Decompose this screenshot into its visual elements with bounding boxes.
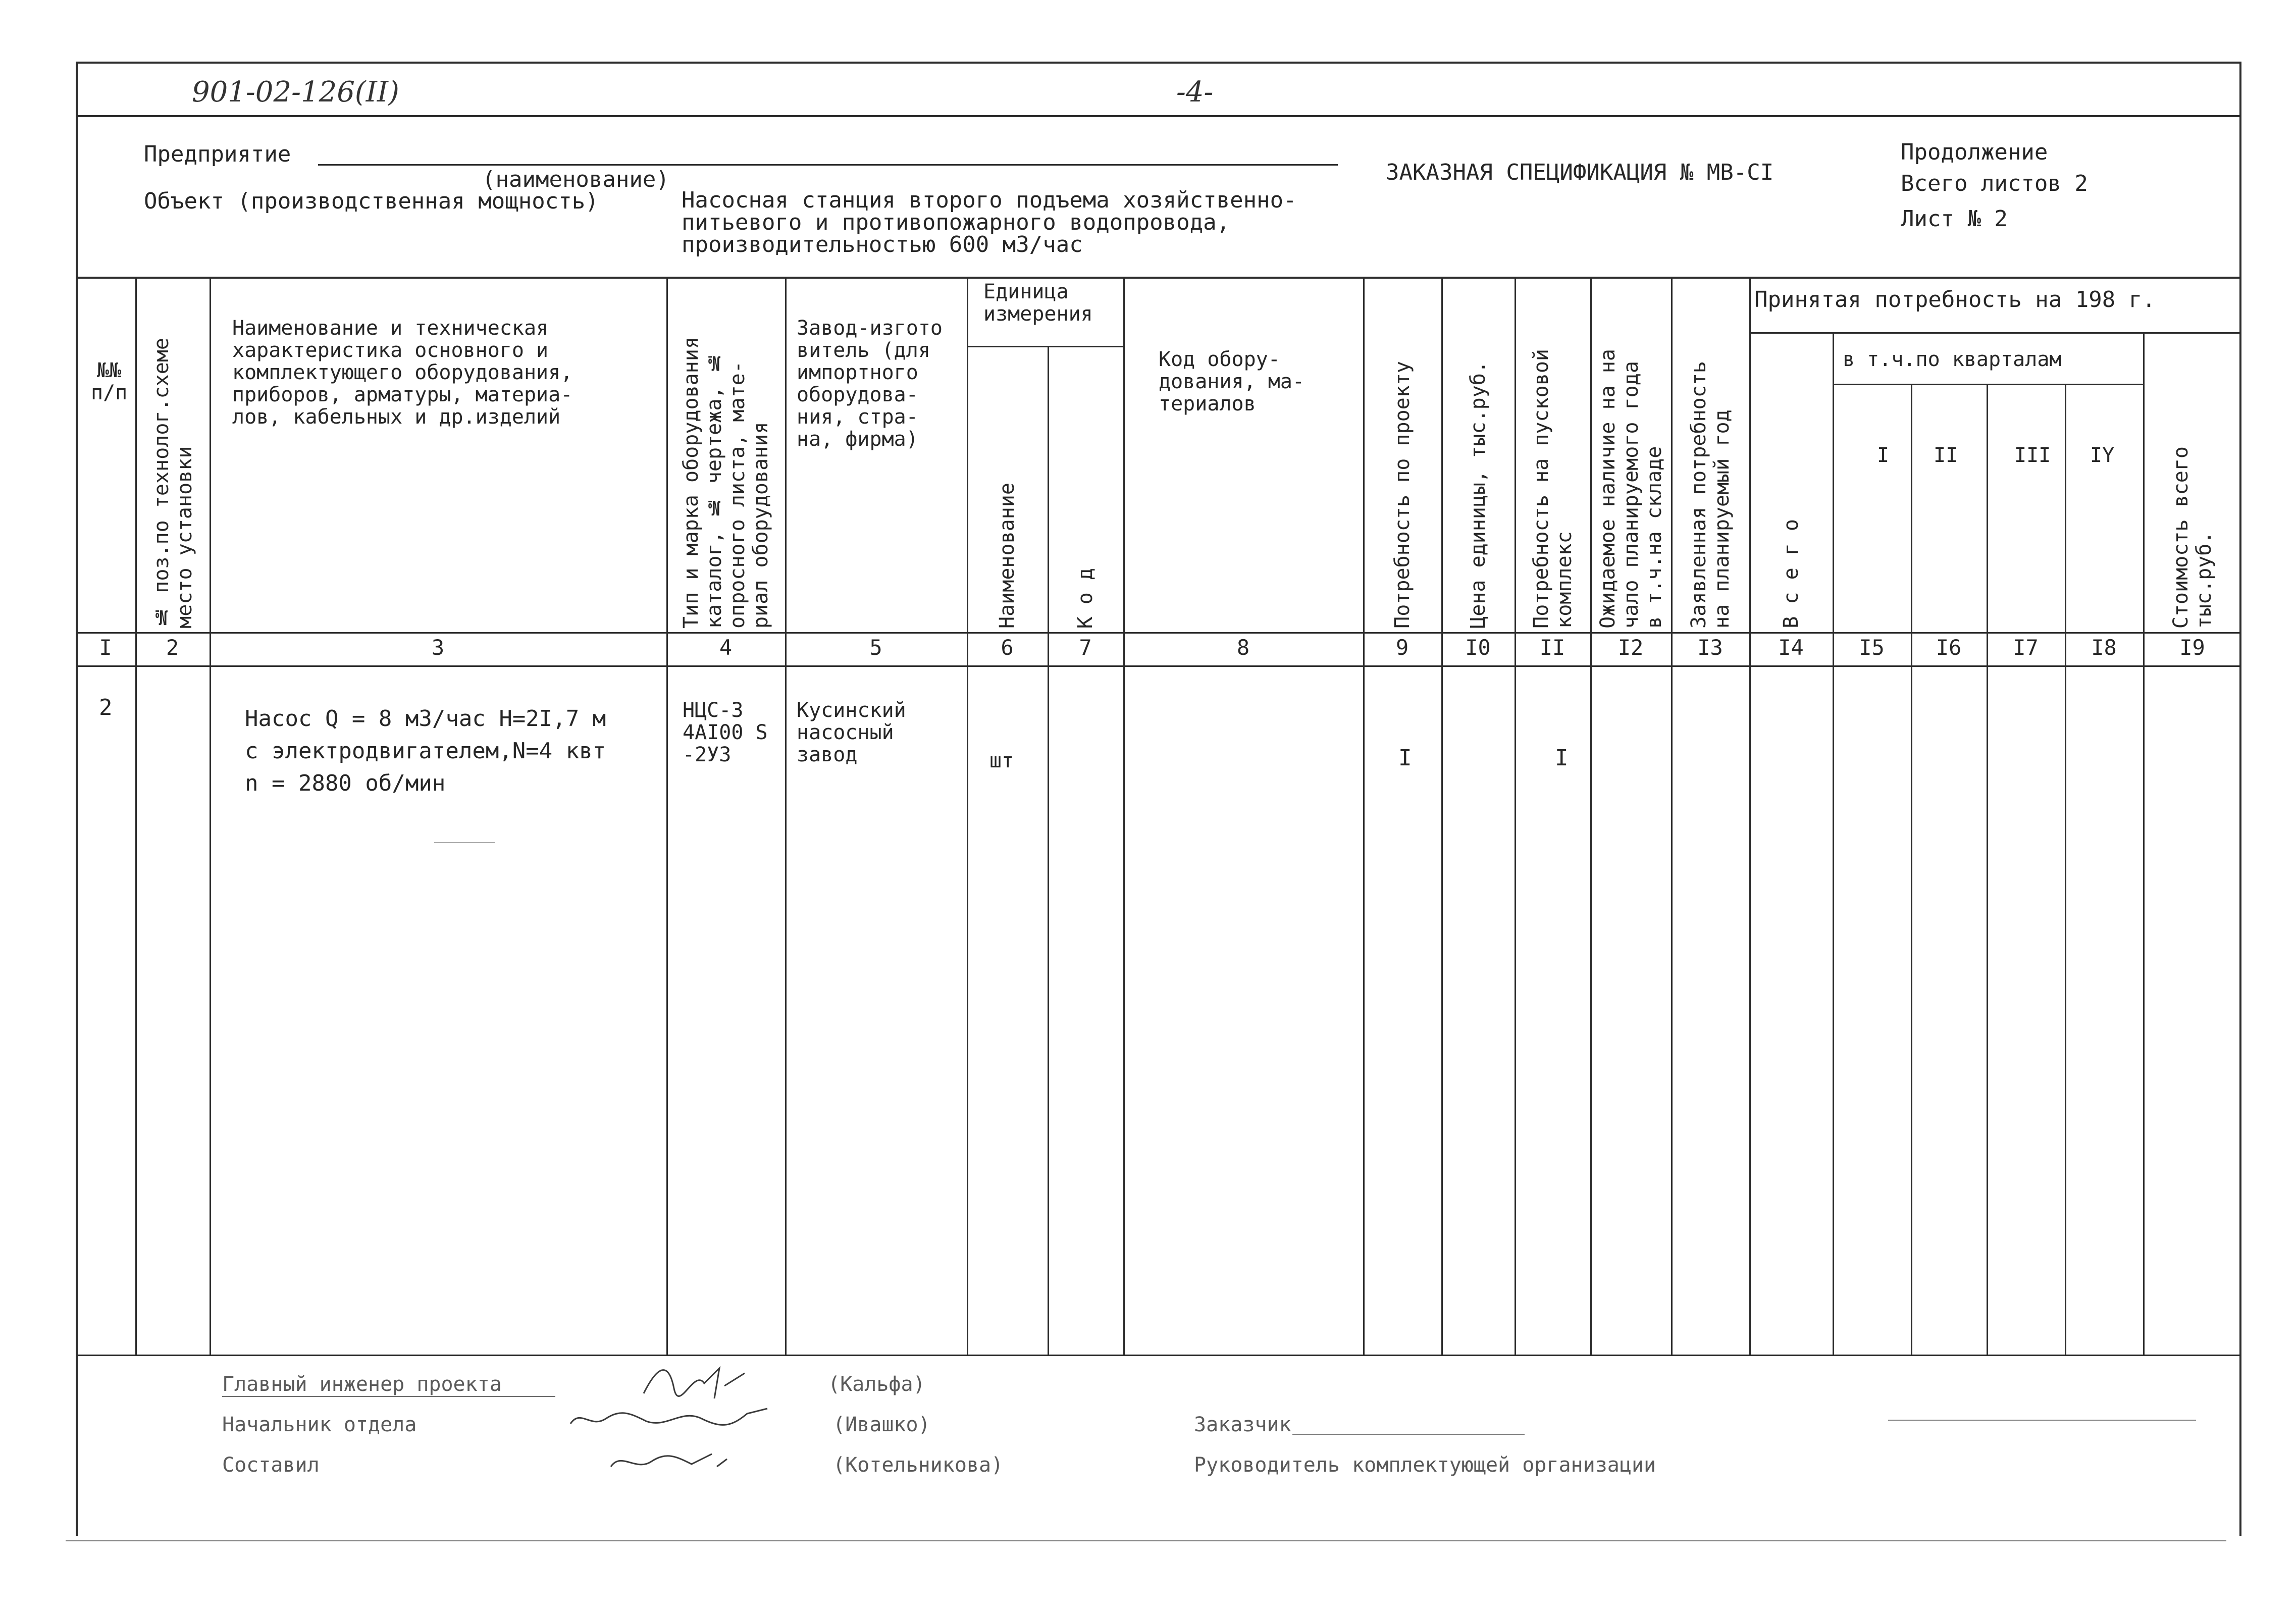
col-line-6 bbox=[1048, 346, 1049, 1355]
row-type: НЦС-3 4АI00 S -2У3 bbox=[683, 699, 768, 766]
row-start: I bbox=[1555, 745, 1569, 771]
continuation-label: Продолжение bbox=[1901, 139, 2048, 165]
quarters-group-line bbox=[1833, 384, 2143, 385]
unit-group-line bbox=[967, 346, 1123, 347]
row-unit: шт bbox=[989, 749, 1014, 772]
header-col-1: №№ п/п bbox=[91, 359, 128, 404]
chief-engineer-underline bbox=[222, 1396, 555, 1397]
row-need: I bbox=[1398, 745, 1412, 771]
col-line-14 bbox=[1833, 332, 1834, 1355]
header-col-4: Тип и марка оборудования каталог, № чертежа, № опросного листа, мате- риал оборудования bbox=[680, 337, 772, 629]
department-head-signature bbox=[565, 1398, 777, 1439]
object-text: Насосная станция второго подъема хозяйственно- питьевого и противопожарного водопровода, производительностью 600 м3/час bbox=[682, 187, 1297, 257]
table-bottom-line bbox=[76, 1355, 2241, 1356]
col-line-10 bbox=[1515, 277, 1516, 1355]
header-col-10: Цена единицы, тыс.руб. bbox=[1467, 361, 1490, 629]
col-number-18: I8 bbox=[2091, 635, 2117, 660]
row-number: 2 bbox=[99, 695, 113, 720]
header-col-11: Потребность на пусковой комплекс bbox=[1529, 349, 1576, 629]
col-line-12 bbox=[1671, 277, 1673, 1355]
col-line-1 bbox=[135, 277, 137, 1355]
header-q1: I bbox=[1877, 444, 1890, 467]
col-line-3 bbox=[666, 277, 668, 1355]
col-line-4 bbox=[785, 277, 787, 1355]
col-line-5 bbox=[967, 277, 968, 1355]
col-number-4: 4 bbox=[719, 635, 733, 660]
col-number-11: II bbox=[1539, 635, 1566, 660]
author-signature bbox=[606, 1444, 737, 1479]
header-col-19: Стоимость всего тыс.руб. bbox=[2169, 446, 2216, 629]
col-number-16: I6 bbox=[1936, 635, 1962, 660]
col-number-1: I bbox=[99, 635, 112, 660]
header-accepted: Принятая потребность на 198 г. bbox=[1754, 287, 2156, 313]
customer-underline bbox=[1292, 1434, 1525, 1435]
scan-dash bbox=[434, 842, 495, 843]
header-q3: III bbox=[2014, 444, 2051, 467]
customer-label: Заказчик bbox=[1194, 1413, 1291, 1436]
col-number-9: 9 bbox=[1395, 635, 1409, 660]
left-border bbox=[76, 62, 78, 1536]
col-line-7 bbox=[1123, 277, 1125, 1355]
header-col-2: № поз.по технолог.схеме место установки bbox=[150, 338, 196, 629]
col-number-3: 3 bbox=[431, 635, 445, 660]
header-col-5: Завод-изгото витель (для импортного оборудова- ния, стра- на, фирма) bbox=[797, 317, 943, 451]
enterprise-hint: (наименование) bbox=[482, 167, 669, 192]
col-line-17 bbox=[2065, 384, 2066, 1355]
header-q4: IY bbox=[2090, 444, 2115, 467]
top-dashed-border bbox=[76, 62, 2241, 64]
enterprise-underline bbox=[318, 164, 1338, 166]
header-bottom-line bbox=[76, 632, 2241, 634]
col-number-15: I5 bbox=[1859, 635, 1885, 660]
right-border bbox=[2239, 62, 2241, 1536]
enterprise-label: Предприятие bbox=[144, 141, 291, 167]
chief-engineer-name: (Кальфа) bbox=[828, 1373, 925, 1396]
header-col-7: К о д bbox=[1074, 567, 1097, 629]
numbers-bottom-line bbox=[76, 665, 2241, 667]
author-role: Составил bbox=[222, 1453, 320, 1477]
chief-engineer-signature bbox=[639, 1358, 755, 1404]
row-name: Насос Q = 8 м3/час Н=2I,7 м с электродвигателем,N=4 квт n = 2880 об/мин bbox=[245, 706, 606, 796]
col-line-18 bbox=[2143, 332, 2145, 1355]
col-number-17: I7 bbox=[2013, 635, 2039, 660]
header-quarters-group: в т.ч.по кварталам bbox=[1843, 348, 2062, 371]
col-line-11 bbox=[1590, 277, 1592, 1355]
spec-title: ЗАКАЗНАЯ СПЕЦИФИКАЦИЯ № МВ-СI bbox=[1386, 160, 1774, 185]
object-label: Объект (производственная мощность) bbox=[144, 188, 599, 214]
col-number-5: 5 bbox=[869, 635, 882, 660]
col-line-16 bbox=[1987, 384, 1988, 1355]
header-unit-group: Единица измерения bbox=[983, 280, 1093, 326]
header-col-6: Наименование bbox=[996, 483, 1019, 629]
chief-engineer-role: Главный инженер проекта bbox=[222, 1373, 502, 1396]
department-head-name: (Ивашко) bbox=[833, 1413, 930, 1436]
col-line-9 bbox=[1441, 277, 1443, 1355]
author-name: (Котельникова) bbox=[833, 1453, 1004, 1477]
table-top-line bbox=[76, 277, 2241, 279]
header-col-3: Наименование и техническая характеристика основного и комплектующего оборудования, приборов, арматуры, материа- лов, кабельных и др.изделий bbox=[232, 317, 573, 429]
col-number-7: 7 bbox=[1079, 635, 1092, 660]
row-maker: Кусинский насосный завод bbox=[797, 699, 906, 766]
header-q2: II bbox=[1934, 444, 1958, 467]
header-col-9: Потребность по проекту bbox=[1391, 361, 1414, 629]
right-signature-line bbox=[1888, 1420, 2196, 1421]
header-col-13: Заявленная потребность на планируемый год bbox=[1687, 361, 1734, 629]
total-sheets: Всего листов 2 bbox=[1901, 171, 2088, 196]
top-strip-line bbox=[76, 115, 2241, 117]
col-number-19: I9 bbox=[2179, 635, 2205, 660]
header-col-14: В с е г о bbox=[1780, 519, 1803, 629]
header-col-12: Ожидаемое наличие на на чало планируемого года в т.ч.на складе bbox=[1596, 349, 1666, 629]
col-number-13: I3 bbox=[1697, 635, 1723, 660]
col-line-13 bbox=[1749, 277, 1751, 1355]
col-line-8 bbox=[1363, 277, 1365, 1355]
page-number: -4- bbox=[1176, 76, 1214, 109]
header-col-8: Код обору- дования, ма- териалов bbox=[1159, 348, 1304, 416]
document-code: 901-02-126(II) bbox=[192, 76, 399, 109]
bottom-border bbox=[66, 1540, 2226, 1541]
department-head-role: Начальник отдела bbox=[222, 1413, 417, 1436]
sheet-number: Лист № 2 bbox=[1901, 206, 2008, 232]
col-line-15 bbox=[1911, 384, 1912, 1355]
accepted-group-line bbox=[1749, 332, 2241, 334]
col-number-6: 6 bbox=[1001, 635, 1014, 660]
col-number-2: 2 bbox=[166, 635, 179, 660]
col-line-2 bbox=[210, 277, 211, 1355]
supplier-label: Руководитель комплектующей организации bbox=[1194, 1453, 1656, 1477]
col-number-14: I4 bbox=[1778, 635, 1804, 660]
col-number-8: 8 bbox=[1236, 635, 1250, 660]
col-number-10: I0 bbox=[1465, 635, 1491, 660]
col-number-12: I2 bbox=[1617, 635, 1644, 660]
